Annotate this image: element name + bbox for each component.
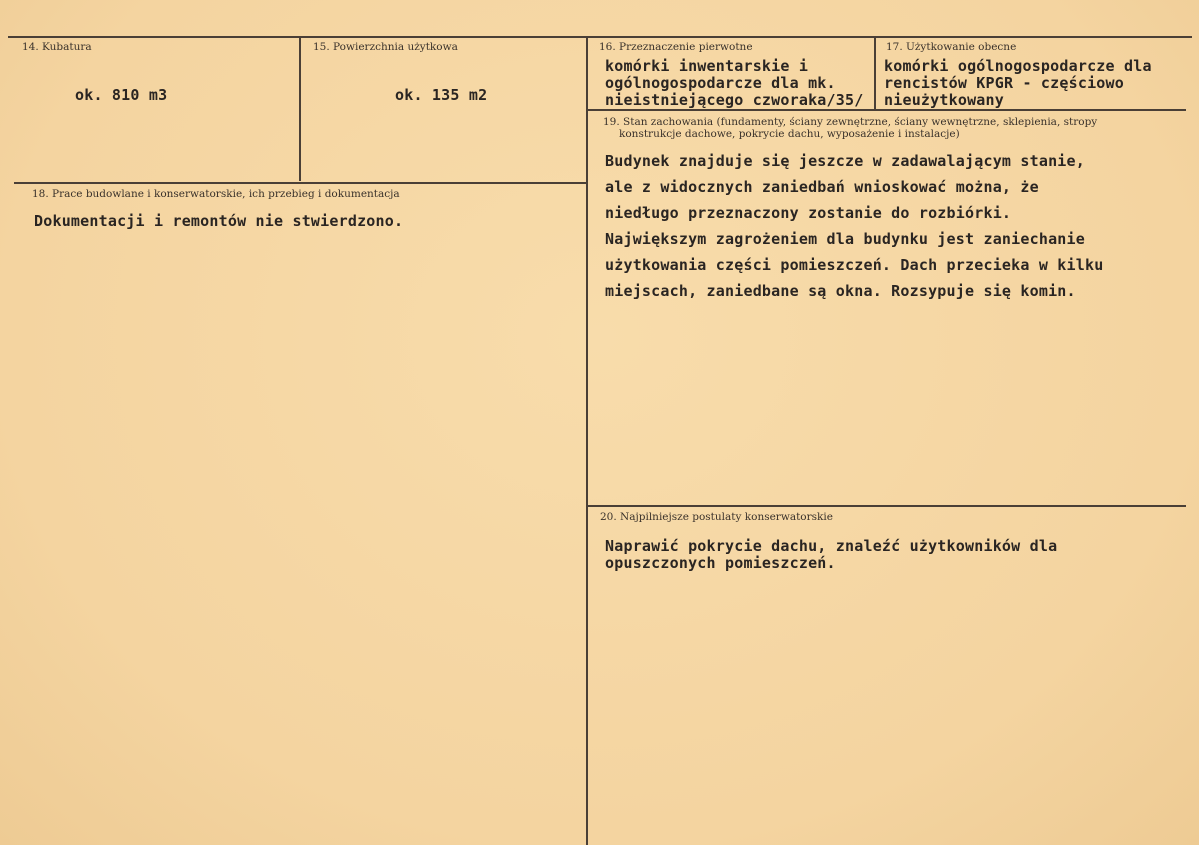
field-16-label: 16. Przeznaczenie pierwotne xyxy=(599,41,753,53)
field-20-line: opuszczonych pomieszczeń. xyxy=(605,554,836,572)
field-20-value xyxy=(605,538,1057,572)
field-14-value: ok. 810 m3 xyxy=(75,86,168,104)
field-19-line: Największym zagrożeniem dla budynku jest zaniechanie xyxy=(605,230,1085,248)
field-17-label: 17. Użytkowanie obecne xyxy=(886,41,1017,53)
divider-14-15 xyxy=(299,38,301,181)
field-18-label: 18. Prace budowlane i konserwatorskie, ich przebieg i dokumentacja xyxy=(32,188,400,200)
field-16-value xyxy=(605,58,863,109)
field-19-label-line: 19. Stan zachowania (fundamenty, ściany zewnętrzne, ściany wewnętrzne, sklepienia, stropy xyxy=(603,116,1098,128)
field-19-value xyxy=(605,148,1103,304)
top-border xyxy=(8,36,1192,38)
field-20-label: 20. Najpilniejsze postulaty konserwatorskie xyxy=(600,511,833,523)
field-18-value: Dokumentacji i remontów nie stwierdzono. xyxy=(34,212,404,230)
field-19-label-line: konstrukcje dachowe, pokrycie dachu, wyposażenie i instalacje) xyxy=(619,128,960,140)
field-19-line: miejscach, zaniedbane są okna. Rozsypuje się komin. xyxy=(605,282,1076,300)
field-19-label xyxy=(603,116,1097,140)
field-17-line: komórki ogólnogospodarcze dla xyxy=(884,57,1152,75)
field-15-value: ok. 135 m2 xyxy=(395,86,488,104)
field-14-label: 14. Kubatura xyxy=(22,41,92,53)
field-19-line: Budynek znajduje się jeszcze w zadawalającym stanie, xyxy=(605,152,1085,170)
divider-center xyxy=(586,38,588,845)
field-15-label: 15. Powierzchnia użytkowa xyxy=(313,41,458,53)
field-16-line: ogólnogospodarcze dla mk. xyxy=(605,74,836,92)
divider-row1-left xyxy=(14,182,586,184)
divider-19-20 xyxy=(588,505,1186,507)
field-16-line: komórki inwentarskie i xyxy=(605,57,809,75)
divider-row1-right xyxy=(588,109,1186,111)
field-17-line: nieużytkowany xyxy=(884,91,1004,109)
field-17-line: rencistów KPGR - częściowo xyxy=(884,74,1124,92)
divider-16-17 xyxy=(874,38,876,109)
field-19-line: użytkowania części pomieszczeń. Dach przecieka w kilku xyxy=(605,256,1104,274)
field-16-line: nieistniejącego czworaka/35/ xyxy=(605,91,864,109)
field-20-line: Naprawić pokrycie dachu, znaleźć użytkowników dla xyxy=(605,537,1058,555)
field-19-line: ale z widocznych zaniedbań wnioskować można, że xyxy=(605,178,1039,196)
field-17-value xyxy=(884,58,1152,109)
field-19-line: niedługo przeznaczony zostanie do rozbiórki. xyxy=(605,204,1012,222)
